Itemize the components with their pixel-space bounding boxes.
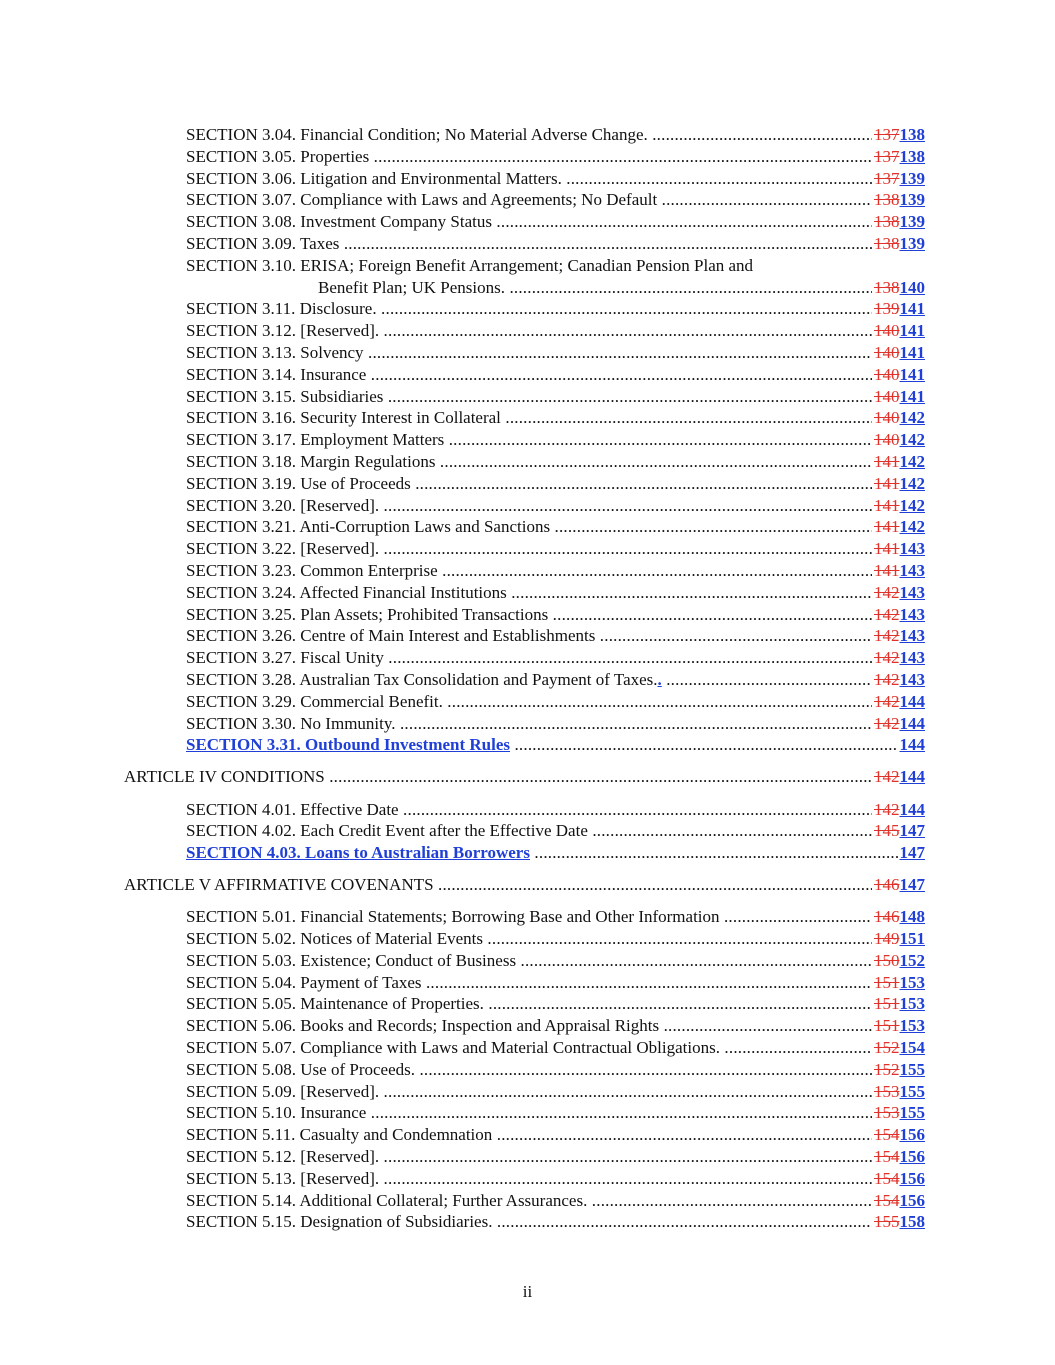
toc-new-page[interactable]: 141: [899, 386, 925, 406]
toc-entry-title: SECTION 3.18. Margin Regulations: [186, 451, 436, 471]
toc-entry: [0, 473, 1055, 495]
toc-new-page[interactable]: 142: [899, 408, 925, 428]
toc-old-page: 154: [874, 1147, 900, 1167]
toc-new-page[interactable]: 147: [899, 821, 925, 841]
toc-new-page[interactable]: 144: [899, 767, 925, 787]
toc-entry: [0, 538, 1055, 560]
toc-old-page: 142: [874, 767, 900, 787]
toc-old-page: 146: [874, 875, 900, 895]
toc-entry-title: SECTION 3.17. Employment Matters: [186, 430, 445, 450]
toc-entry-title: SECTION 3.19. Use of Proceeds: [186, 473, 411, 493]
toc-entry-title: SECTION 3.15. Subsidiaries: [186, 386, 384, 406]
toc-new-page[interactable]: 154: [899, 1038, 925, 1058]
toc-old-page: 137: [874, 125, 900, 144]
toc-entry-title: SECTION 3.06. Litigation and Environmental Matters.: [186, 168, 562, 188]
toc-entry: [0, 429, 1055, 451]
toc-new-page[interactable]: 148: [899, 907, 925, 927]
toc-article-title: ARTICLE V AFFIRMATIVE COVENANTS: [124, 875, 434, 895]
toc-old-page: 152: [874, 1059, 900, 1079]
toc-entry: [0, 1146, 1055, 1168]
toc-entry: [0, 950, 1055, 972]
toc-entry: [0, 516, 1055, 538]
toc-entry-title: SECTION 5.01. Financial Statements; Borrowing Base and Other Information: [186, 907, 720, 927]
toc-entry: [0, 1102, 1055, 1124]
toc-entry: [0, 799, 1055, 821]
toc-entry-title: SECTION 3.24. Affected Financial Institutions: [186, 582, 507, 602]
toc-old-page: 142: [874, 648, 900, 668]
toc-entry-title: SECTION 3.27. Fiscal Unity: [186, 648, 384, 668]
toc-entry-title: SECTION 3.30. No Immunity.: [186, 713, 396, 733]
toc-old-page: 141: [874, 473, 900, 493]
toc-old-page: 151: [874, 972, 900, 992]
toc-entry: [0, 124, 1055, 146]
toc-entry-title: SECTION 3.22. [Reserved].: [186, 539, 380, 559]
toc-new-page[interactable]: 144: [899, 713, 925, 733]
toc-old-page: 153: [874, 1103, 900, 1123]
toc-new-page[interactable]: 158: [899, 1212, 925, 1232]
toc-old-page: 142: [874, 582, 900, 602]
toc-new-page[interactable]: 141: [899, 321, 925, 341]
toc-entry-title: SECTION 3.29. Commercial Benefit.: [186, 691, 443, 711]
toc-old-page: 140: [874, 430, 900, 450]
toc-new-page[interactable]: 139: [899, 168, 925, 188]
toc-old-page: 140: [874, 364, 900, 384]
toc-entry-title: SECTION 5.09. [Reserved].: [186, 1081, 380, 1101]
toc-entry: [0, 211, 1055, 233]
toc-new-page[interactable]: 141: [899, 299, 925, 319]
toc-entry-title: SECTION 4.01. Effective Date: [186, 799, 399, 819]
toc-old-page: 154: [874, 1125, 900, 1145]
toc-entry-title: SECTION 3.13. Solvency: [186, 342, 364, 362]
toc-old-page: 138: [874, 212, 900, 232]
toc-entry-title: SECTION 3.28. Australian Tax Consolidation and Payment of Taxes.: [186, 669, 658, 689]
toc-new-page[interactable]: 142: [899, 473, 925, 493]
toc-old-page: 149: [874, 929, 900, 949]
toc-old-page: 140: [874, 321, 900, 341]
toc-old-page: 142: [874, 799, 900, 819]
toc-entry-title: SECTION 3.21. Anti-Corruption Laws and Sanctions: [186, 517, 551, 537]
toc-new-page[interactable]: 138: [899, 146, 925, 166]
toc-entry-title: SECTION 4.02. Each Credit Event after the Effective Date: [186, 821, 588, 841]
toc-new-page[interactable]: 142: [899, 430, 925, 450]
toc-old-page: 141: [874, 517, 900, 537]
toc-new-page[interactable]: 140: [899, 277, 925, 297]
toc-article-title: ARTICLE IV CONDITIONS: [124, 767, 325, 787]
toc-old-page: 141: [874, 451, 900, 471]
toc-entry-title: SECTION 5.08. Use of Proceeds.: [186, 1059, 415, 1079]
toc-old-page: 138: [874, 233, 900, 253]
toc-new-page[interactable]: 147: [899, 843, 925, 863]
toc-entry: [0, 560, 1055, 582]
toc-new-page[interactable]: 142: [899, 495, 925, 515]
inserted-text: .: [657, 669, 662, 689]
toc-old-page: 141: [874, 539, 900, 559]
toc-old-page: 140: [874, 342, 900, 362]
toc-article: [0, 766, 1055, 788]
toc-old-page: 142: [874, 626, 900, 646]
toc-entry: [0, 1168, 1055, 1190]
toc-old-page: 142: [874, 669, 900, 689]
toc-entry-title[interactable]: SECTION 4.03. Loans to Australian Borrowers: [186, 843, 530, 863]
toc-old-page: 151: [874, 1016, 900, 1036]
toc-new-page[interactable]: 143: [899, 648, 925, 668]
toc-entry: [0, 386, 1055, 408]
toc-entry-inserted: [0, 734, 1055, 756]
toc-entry: [0, 255, 1055, 277]
toc-new-page[interactable]: 142: [899, 451, 925, 471]
toc-entry-continuation: [0, 277, 1055, 299]
toc-entry: [0, 1081, 1055, 1103]
toc-new-page[interactable]: 151: [899, 929, 925, 949]
toc-entry: [0, 1015, 1055, 1037]
toc-old-page: 137: [874, 168, 900, 188]
toc-entry: [0, 972, 1055, 994]
toc-entry: [0, 582, 1055, 604]
toc-old-page: 141: [874, 495, 900, 515]
toc-entry-title: SECTION 5.05. Maintenance of Properties.: [186, 994, 484, 1014]
toc-entry-title: SECTION 5.04. Payment of Taxes: [186, 972, 422, 992]
toc-new-page[interactable]: 153: [899, 972, 925, 992]
toc-entry-title: SECTION 3.04. Financial Condition; No Material Adverse Change.: [186, 125, 648, 144]
toc-new-page[interactable]: 153: [899, 1016, 925, 1036]
toc-new-page[interactable]: 141: [899, 364, 925, 384]
toc-old-page: 150: [874, 950, 900, 970]
toc-entry-title: SECTION 3.16. Security Interest in Collateral: [186, 408, 501, 428]
toc-new-page[interactable]: 144: [899, 691, 925, 711]
toc-entry: [0, 451, 1055, 473]
toc-new-page[interactable]: 155: [899, 1081, 925, 1101]
toc-entry: [0, 189, 1055, 211]
toc-entry: [0, 1190, 1055, 1212]
toc-entry-title: SECTION 5.10. Insurance: [186, 1103, 367, 1123]
toc-entry-inserted: [0, 842, 1055, 864]
toc-entry-title: SECTION 5.02. Notices of Material Events: [186, 929, 483, 949]
toc-article: [0, 874, 1055, 896]
toc-entry-title: SECTION 5.03. Existence; Conduct of Business: [186, 950, 517, 970]
toc-new-page[interactable]: 147: [899, 875, 925, 895]
toc-old-page: 142: [874, 604, 900, 624]
toc-new-page[interactable]: 143: [899, 626, 925, 646]
toc-entry-title: SECTION 5.07. Compliance with Laws and Material Contractual Obligations.: [186, 1038, 720, 1058]
toc-new-page[interactable]: 144: [899, 735, 925, 755]
toc-new-page[interactable]: 143: [899, 560, 925, 580]
toc-entry: [0, 669, 1055, 691]
toc-entry: [0, 993, 1055, 1015]
toc-new-page[interactable]: 155: [899, 1103, 925, 1123]
toc-old-page: 139: [874, 299, 900, 319]
toc-entry: [0, 298, 1055, 320]
toc-entry: [0, 364, 1055, 386]
toc-new-page[interactable]: 143: [899, 539, 925, 559]
toc-entry-title: SECTION 3.09. Taxes: [186, 233, 340, 253]
toc-new-page[interactable]: 139: [899, 233, 925, 253]
toc-old-page: 151: [874, 994, 900, 1014]
toc-new-page[interactable]: 152: [899, 950, 925, 970]
toc-entry-title: SECTION 5.11. Casualty and Condemnation: [186, 1125, 493, 1145]
toc-old-page: 140: [874, 386, 900, 406]
toc-entry: [0, 1037, 1055, 1059]
toc-entry-title: SECTION 3.05. Properties: [186, 146, 370, 166]
toc-old-page: 138: [874, 190, 900, 210]
toc-entry: [0, 233, 1055, 255]
toc-new-page[interactable]: 156: [899, 1125, 925, 1145]
toc-entry-title[interactable]: SECTION 3.31. Outbound Investment Rules: [186, 735, 511, 755]
toc-entry-title: SECTION 3.14. Insurance: [186, 364, 367, 384]
toc-entry-title: SECTION 3.10. ERISA; Foreign Benefit Arrangement; Canadian Pension Plan and: [186, 255, 754, 275]
toc-new-page[interactable]: 143: [899, 582, 925, 602]
toc-entry-title: SECTION 5.15. Designation of Subsidiaries.: [186, 1212, 493, 1232]
toc-entry-title: SECTION 3.07. Compliance with Laws and Agreements; No Default: [186, 190, 658, 210]
toc-new-page[interactable]: 141: [899, 342, 925, 362]
toc-entry-title: SECTION 5.14. Additional Collateral; Further Assurances.: [186, 1190, 588, 1210]
toc-entry-title: SECTION 3.26. Centre of Main Interest and Establishments: [186, 626, 596, 646]
toc-entry-title: SECTION 5.06. Books and Records; Inspection and Appraisal Rights: [186, 1016, 660, 1036]
toc-old-page: 154: [874, 1190, 900, 1210]
toc-old-page: 152: [874, 1038, 900, 1058]
toc-new-page[interactable]: 155: [899, 1059, 925, 1079]
toc-old-page: 142: [874, 691, 900, 711]
toc-entry: [0, 168, 1055, 190]
toc-entry: [0, 906, 1055, 928]
toc-entry: [0, 647, 1055, 669]
toc-old-page: 146: [874, 907, 900, 927]
toc-entry-title: SECTION 3.25. Plan Assets; Prohibited Transactions: [186, 604, 549, 624]
page-number: ii: [522, 1282, 533, 1301]
toc-old-page: 155: [874, 1212, 900, 1232]
toc-entry: [0, 1124, 1055, 1146]
toc-entry: [0, 320, 1055, 342]
toc-entry: [0, 407, 1055, 429]
toc-entry: [0, 625, 1055, 647]
toc-new-page[interactable]: 142: [899, 517, 925, 537]
toc-old-page: 141: [874, 560, 900, 580]
toc-entry: [0, 1211, 1055, 1233]
toc-entry: [0, 691, 1055, 713]
toc-entry: [0, 495, 1055, 517]
toc-entry-title: SECTION 3.23. Common Enterprise: [186, 560, 438, 580]
toc-old-page: 142: [874, 713, 900, 733]
toc-new-page[interactable]: 138: [899, 125, 925, 144]
toc-entry-title: SECTION 5.13. [Reserved].: [186, 1168, 380, 1188]
toc-new-page[interactable]: 139: [899, 212, 925, 232]
toc-new-page[interactable]: 144: [899, 799, 925, 819]
toc-old-page: 153: [874, 1081, 900, 1101]
toc-new-page[interactable]: 139: [899, 190, 925, 210]
toc-old-page: 154: [874, 1168, 900, 1188]
toc-old-page: 145: [874, 821, 900, 841]
toc-entry: [0, 1059, 1055, 1081]
toc-new-page[interactable]: 156: [899, 1147, 925, 1167]
toc-entry: [0, 820, 1055, 842]
toc-entry-title: SECTION 3.08. Investment Company Status: [186, 212, 492, 232]
toc-new-page[interactable]: 143: [899, 669, 925, 689]
toc-entry-title: Benefit Plan; UK Pensions.: [318, 277, 505, 297]
toc-old-page: 137: [874, 146, 900, 166]
toc-entry: [0, 146, 1055, 168]
toc-new-page[interactable]: 156: [899, 1168, 925, 1188]
toc-entry: [0, 604, 1055, 626]
table-of-contents: [0, 124, 1055, 1233]
toc-new-page[interactable]: 153: [899, 994, 925, 1014]
toc-entry: [0, 713, 1055, 735]
toc-new-page[interactable]: 156: [899, 1190, 925, 1210]
toc-entry: [0, 928, 1055, 950]
toc-old-page: 138: [874, 277, 900, 297]
toc-entry: [0, 342, 1055, 364]
toc-entry-title: SECTION 3.11. Disclosure.: [186, 299, 377, 319]
toc-entry-title: SECTION 3.12. [Reserved].: [186, 321, 380, 341]
toc-new-page[interactable]: 143: [899, 604, 925, 624]
toc-old-page: 140: [874, 408, 900, 428]
toc-entry-title: SECTION 3.20. [Reserved].: [186, 495, 380, 515]
toc-entry-title: SECTION 5.12. [Reserved].: [186, 1147, 380, 1167]
